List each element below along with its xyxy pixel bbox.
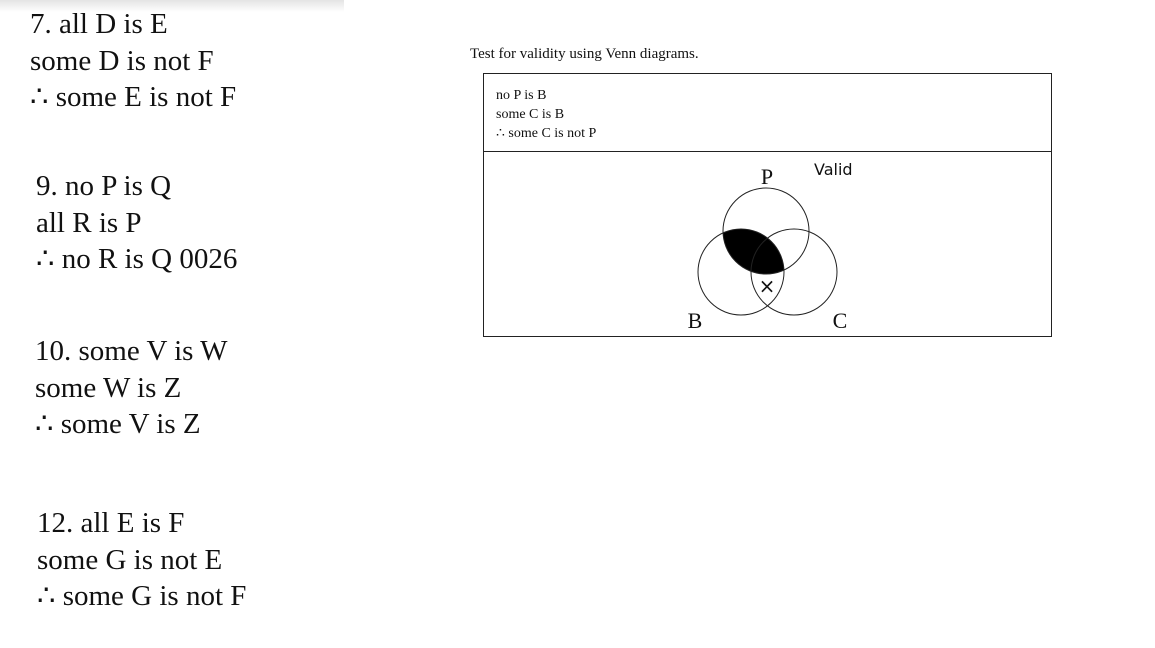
problem-line: some D is not F (30, 44, 214, 77)
problem-line: ∴ some G is not F (37, 580, 247, 612)
problem-9 (36, 168, 237, 278)
premise-line: some C is B (496, 107, 565, 122)
problem-line: 7. all D is E (30, 8, 168, 40)
label-c: C (832, 308, 848, 333)
label-p: P (760, 164, 774, 189)
problem-7 (30, 6, 236, 116)
problem-line: 10. some V is W (35, 335, 228, 367)
problem-line: 12. all E is F (37, 507, 185, 539)
worksheet-instruction: Test for validity using Venn diagrams. (470, 46, 699, 62)
premises-text (496, 86, 596, 143)
problem-12 (37, 505, 246, 615)
validity-verdict: Valid (814, 160, 853, 179)
premises-panel (484, 74, 1051, 152)
problem-line: some W is Z (35, 371, 182, 404)
x-mark: × (758, 274, 776, 298)
problem-10 (35, 333, 228, 443)
problem-line: ∴ no R is Q 0026 (36, 243, 238, 275)
premise-line: no P is B (496, 88, 547, 103)
conclusion-line: ∴ some C is not P (496, 126, 597, 141)
venn-worksheet (483, 73, 1052, 337)
problem-line: ∴ some E is not F (30, 81, 237, 113)
problem-line: some G is not E (37, 543, 223, 576)
problem-line: all R is P (36, 206, 142, 239)
label-b: B (687, 308, 703, 333)
problem-line: 9. no P is Q (36, 170, 172, 202)
problem-line: ∴ some V is Z (35, 408, 201, 440)
venn-diagram (484, 152, 1051, 336)
